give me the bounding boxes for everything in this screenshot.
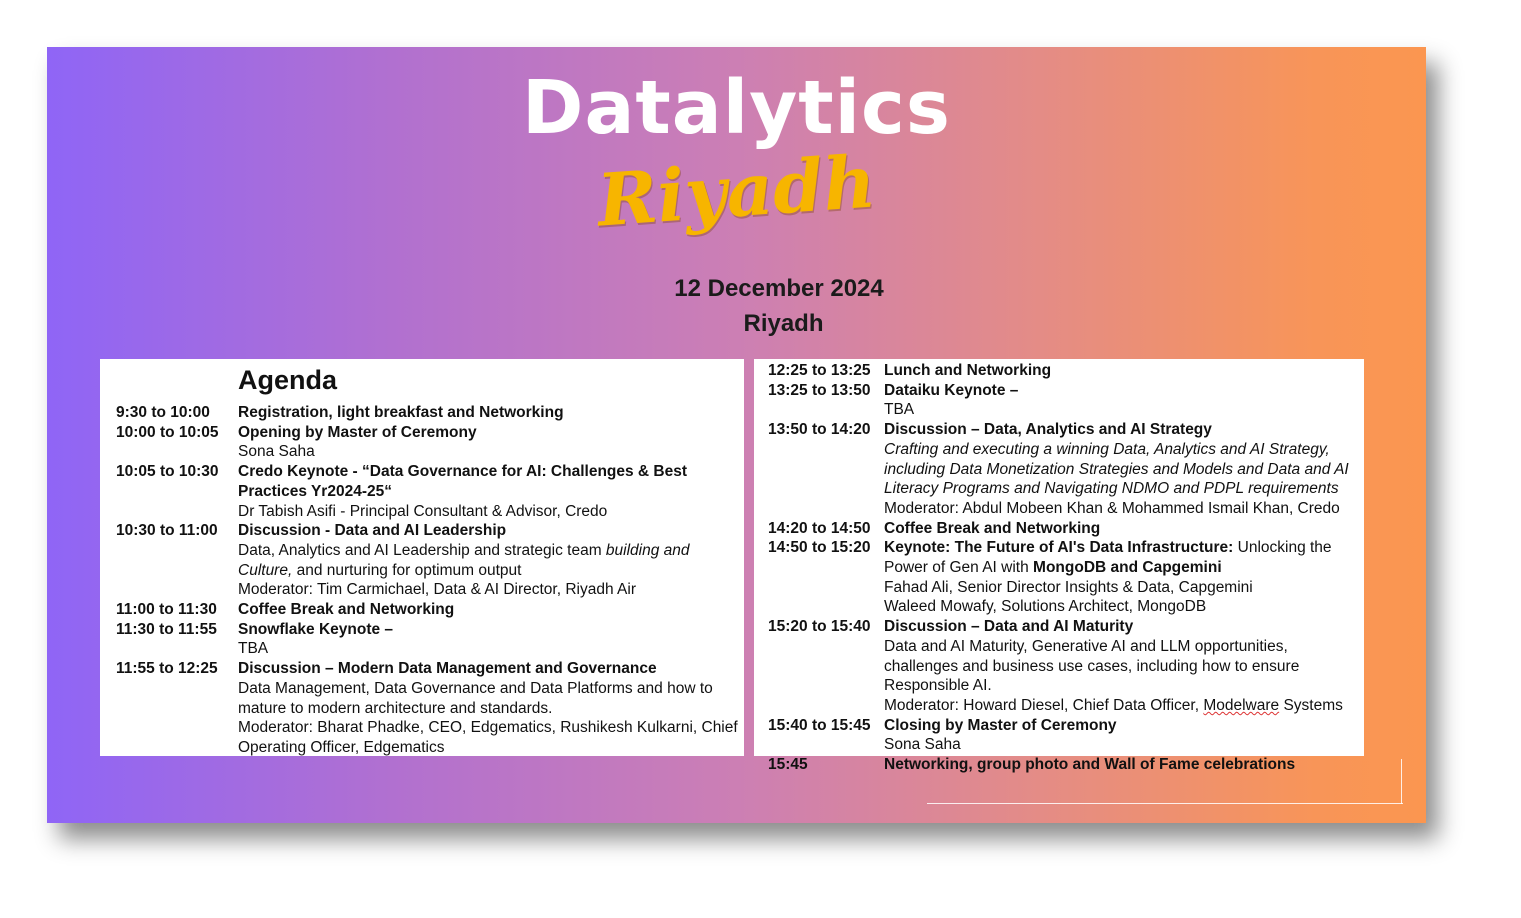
agenda-time: 10:05 to 10:30 xyxy=(116,463,219,481)
agenda-time: 15:40 to 15:45 xyxy=(768,716,871,734)
agenda-item xyxy=(768,538,1356,617)
agenda-speaker: Waleed Mowafy, Solutions Architect, MongoDB xyxy=(884,598,1207,616)
agenda-item xyxy=(116,423,740,462)
agenda-item-title: Closing by Master of Ceremony xyxy=(884,716,1117,734)
agenda-item-title: Dataiku Keynote – xyxy=(884,381,1019,399)
agenda-item xyxy=(116,659,740,758)
agenda-time: 12:25 to 13:25 xyxy=(768,362,871,379)
agenda-time: 14:50 to 15:20 xyxy=(768,539,871,557)
agenda-speaker: Dr Tabish Asifi - Principal Consultant & Advisor, Credo xyxy=(238,502,608,520)
event-slide xyxy=(47,47,1426,823)
agenda-time: 11:30 to 11:55 xyxy=(116,620,217,638)
agenda-time: 15:45 xyxy=(768,756,808,774)
agenda-item-title: Discussion – Data, Analytics and AI Strategy xyxy=(884,421,1212,439)
agenda-item xyxy=(116,620,740,659)
agenda-time: 9:30 to 10:00 xyxy=(116,404,210,421)
agenda-item-title: Discussion – Data and AI Maturity xyxy=(884,618,1134,636)
agenda-moderator: Moderator: Tim Carmichael, Data & AI Director, Riyadh Air xyxy=(238,581,636,599)
agenda-time: 14:20 to 14:50 xyxy=(768,519,871,537)
agenda-panel-right xyxy=(754,359,1364,774)
agenda-item-title: Opening by Master of Ceremony xyxy=(238,423,477,441)
agenda-item-title: Discussion – Modern Data Management and Governance xyxy=(238,660,657,678)
agenda-item-title: Coffee Break and Networking xyxy=(238,601,455,619)
agenda-item-title: Coffee Break and Networking xyxy=(884,519,1101,537)
agenda-time: 13:50 to 14:20 xyxy=(768,421,871,439)
decorative-line xyxy=(1401,759,1402,804)
agenda-item-title: Credo Keynote - “Data Governance for AI: Challenges & Best Practices Yr2024-25“ xyxy=(238,463,688,500)
event-city-script: Riyadh xyxy=(594,138,879,243)
agenda-item xyxy=(116,600,740,620)
event-date: 12 December 2024 xyxy=(674,275,884,302)
agenda-item-title: Networking, group photo and Wall of Fame celebrations xyxy=(884,756,1296,774)
agenda-item xyxy=(116,462,740,521)
agenda-item-title: Registration, light breakfast and Networking xyxy=(238,404,564,421)
agenda-item xyxy=(768,617,1356,716)
agenda-item xyxy=(768,361,1356,381)
agenda-time: 11:55 to 12:25 xyxy=(116,660,218,678)
agenda-item xyxy=(768,381,1356,420)
agenda-speaker: TBA xyxy=(884,401,915,419)
agenda-item-title: Discussion - Data and AI Leadership xyxy=(238,522,507,540)
agenda-item xyxy=(116,403,740,423)
agenda-moderator: Moderator: Abdul Mobeen Khan & Mohammed Ismail Khan, Credo xyxy=(884,499,1340,517)
agenda-description: Crafting and executing a winning Data, Analytics and AI Strategy, including Data Monetization Strategies and Models and Data and AI Literacy Programs and Navigating NDMO and PDPL requirements xyxy=(884,440,1349,498)
agenda-item xyxy=(768,519,1356,539)
agenda-item xyxy=(768,420,1356,519)
agenda-time: 13:25 to 13:50 xyxy=(768,381,871,399)
agenda-item xyxy=(768,755,1356,775)
event-city: Riyadh xyxy=(743,310,824,337)
agenda-time: 10:30 to 11:00 xyxy=(116,522,218,540)
agenda-moderator: Moderator: Bharat Phadke, CEO, Edgematics, Rushikesh Kulkarni, Chief Operating Officer, Edgematics xyxy=(238,719,738,756)
agenda-item-title: Keynote: The Future of AI's Data Infrastructure: Unlocking the Power of Gen AI with MongoDB and Capgemini xyxy=(884,539,1332,577)
agenda-item xyxy=(768,716,1356,755)
agenda-time: 11:00 to 11:30 xyxy=(116,601,217,619)
agenda-heading: Agenda xyxy=(238,365,338,395)
decorative-line xyxy=(927,803,1403,804)
agenda-description: Data, Analytics and AI Leadership and strategic team building and Culture, and nurturing for optimum output xyxy=(238,541,690,579)
agenda-speaker: TBA xyxy=(238,640,269,658)
agenda-speaker: Sona Saha xyxy=(884,736,961,754)
agenda-moderator: Moderator: Howard Diesel, Chief Data Officer, Modelware Systems xyxy=(884,696,1343,714)
agenda-speaker: Sona Saha xyxy=(238,443,315,461)
agenda-item-title: Snowflake Keynote – xyxy=(238,620,394,638)
agenda-description: Data and AI Maturity, Generative AI and LLM opportunities, challenges and business use cases, including how to ensure Responsible AI. xyxy=(884,637,1300,695)
agenda-item xyxy=(116,521,740,600)
agenda-description: Data Management, Data Governance and Data Platforms and how to mature to modern architecture and standards. xyxy=(238,679,713,717)
agenda-item-title: Lunch and Networking xyxy=(884,362,1052,379)
agenda-time: 10:00 to 10:05 xyxy=(116,423,219,441)
agenda-time: 15:20 to 15:40 xyxy=(768,618,871,636)
agenda-panel-left xyxy=(100,359,744,756)
event-title: Datalytics xyxy=(522,65,951,151)
agenda-speaker: Fahad Ali, Senior Director Insights & Data, Capgemini xyxy=(884,578,1253,596)
